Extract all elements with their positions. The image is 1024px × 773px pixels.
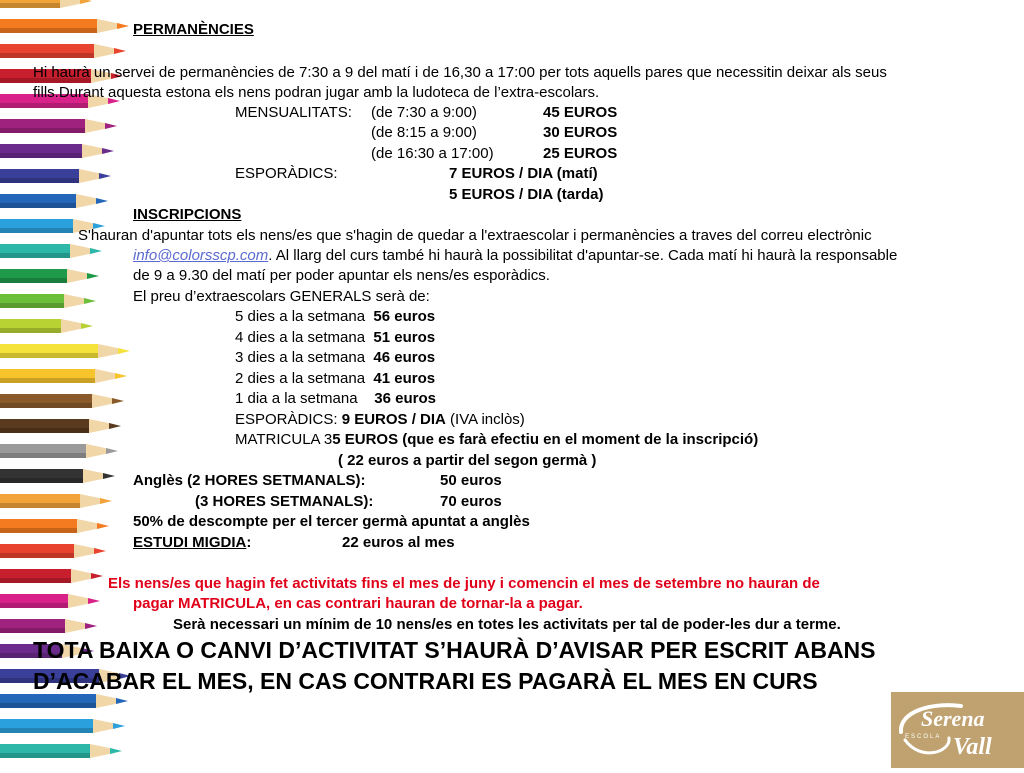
logo-word-serena: Serena bbox=[921, 706, 985, 731]
pencil-shape bbox=[0, 494, 112, 508]
pencil-shape bbox=[0, 744, 122, 758]
pencil-shape bbox=[0, 44, 126, 58]
price-row-value: 51 euros bbox=[373, 329, 436, 346]
email-link[interactable]: info@colorsscp.com bbox=[133, 247, 269, 264]
esporadics-general-label: ESPORÀDICS: bbox=[235, 411, 342, 428]
esporadics-label: ESPORÀDICS: bbox=[235, 165, 338, 182]
pencil-shape bbox=[0, 0, 92, 8]
mensualitats-label: MENSUALITATS: bbox=[235, 104, 352, 121]
red-notice-2: pagar MATRICULA, en cas contrari hauran de tornar-la a pagar. bbox=[133, 595, 583, 612]
inscripcions-heading: INSCRIPCIONS bbox=[133, 206, 242, 223]
pencil-shape bbox=[0, 419, 121, 433]
pencil-shape bbox=[0, 319, 93, 333]
pencil-shape bbox=[0, 269, 99, 283]
logo-word-escola: ESCOLA bbox=[905, 734, 942, 740]
mensualitat-price: 30 EUROS bbox=[543, 124, 618, 141]
price-row-value: 36 euros bbox=[374, 390, 436, 407]
esporadics-general-note: (IVA inclòs) bbox=[445, 411, 525, 428]
matricula-label: MATRICULA 3 bbox=[235, 431, 333, 448]
esporadics-general-price: 9 EUROS / DIA bbox=[341, 411, 446, 428]
pencil-shape bbox=[0, 594, 100, 608]
logo-swirl-icon bbox=[891, 692, 1024, 768]
minimum-notice: Serà necessari un mínim de 10 nens/es en totes les activitats per tal de poder-les dur a terme. bbox=[173, 616, 841, 633]
esporadics-mati: 7 EUROS / DIA (matí) bbox=[449, 165, 598, 182]
matricula-note: ( 22 euros a partir del segon germà ) bbox=[338, 452, 597, 469]
matricula-line bbox=[235, 430, 758, 450]
price-row-value: 46 euros bbox=[373, 349, 436, 366]
angles-3h-label: (3 HORES SETMANALS): bbox=[195, 493, 374, 510]
mensualitat-time: (de 8:15 a 9:00) bbox=[371, 124, 477, 141]
price-row-label: 4 dies a la setmana bbox=[235, 329, 374, 346]
serena-vall-logo bbox=[891, 692, 1024, 768]
angles-discount: 50% de descompte per el tercer germà apuntat a anglès bbox=[133, 513, 530, 530]
mensualitat-time: (de 7:30 a 9:00) bbox=[371, 104, 477, 121]
mensualitat-time: (de 16:30 a 17:00) bbox=[371, 145, 494, 162]
mensualitat-price: 45 EUROS bbox=[543, 104, 618, 121]
pencil-shape bbox=[0, 469, 115, 483]
inscripcions-line-2 bbox=[133, 246, 897, 266]
angles-2h-label: Anglès (2 HORES SETMANALS): bbox=[133, 472, 366, 489]
pencil-shape bbox=[0, 169, 111, 183]
esporadics-tarda: 5 EUROS / DIA (tarda) bbox=[449, 186, 604, 203]
estudi-price: 22 euros al mes bbox=[342, 534, 455, 551]
pencil-shape bbox=[0, 569, 103, 583]
price-row-label: 3 dies a la setmana bbox=[235, 349, 374, 366]
pencil-shape bbox=[0, 144, 114, 158]
price-row-value: 56 euros bbox=[373, 308, 436, 325]
estudi-migdia bbox=[133, 533, 251, 553]
baixa-notice-1: TOTA BAIXA O CANVI D’ACTIVITAT S’HAURÀ D’AVISAR PER ESCRIT ABANS bbox=[33, 637, 876, 663]
price-row-label: 1 dia a la setmana bbox=[235, 390, 375, 407]
price-row bbox=[235, 328, 435, 348]
pencil-shape bbox=[0, 244, 102, 258]
preu-intro: El preu d’extraescolars GENERALS serà de: bbox=[133, 288, 430, 305]
pencil-shape bbox=[0, 119, 117, 133]
inscripcions-line-3: de 9 a 9.30 del matí per poder apuntar els nens/es esporàdics. bbox=[133, 267, 550, 284]
estudi-colon: : bbox=[246, 534, 252, 551]
baixa-notice-2: D’ACABAR EL MES, EN CAS CONTRARI ES PAGARÀ EL MES EN CURS bbox=[33, 668, 818, 694]
pencil-shape bbox=[0, 544, 106, 558]
inscripcions-line-2-text: . Al llarg del curs també hi haurà la possibilitat d'apuntar-se. Cada matí hi haurà la responsable bbox=[268, 247, 898, 264]
pencil-shape bbox=[0, 444, 118, 458]
red-notice-1: Els nens/es que hagin fet activitats fins el mes de juny i comencin el mes de setembre no hauran de bbox=[108, 575, 820, 592]
permanencies-heading: PERMANÈNCIES bbox=[133, 21, 254, 38]
pencil-shape bbox=[0, 344, 130, 358]
inscripcions-line-1: S'hauran d'apuntar tots els nens/es que s'hagin de quedar a l'extraescolar i permanències a traves del correu electrònic bbox=[78, 227, 872, 244]
angles-2h-price: 50 euros bbox=[440, 472, 502, 489]
pencil-shape bbox=[0, 519, 109, 533]
angles-3h-price: 70 euros bbox=[440, 493, 502, 510]
price-row-label: 2 dies a la setmana bbox=[235, 370, 374, 387]
mensualitat-price: 25 EUROS bbox=[543, 145, 618, 162]
permanencies-intro-2: fills.Durant aquesta estona els nens podran jugar amb la ludoteca de l’extra-escolars. bbox=[33, 84, 600, 101]
pencil-shape bbox=[0, 619, 97, 633]
pencil-shape bbox=[0, 194, 108, 208]
price-row bbox=[235, 369, 435, 389]
price-row bbox=[235, 389, 436, 409]
price-row-label: 5 dies a la setmana bbox=[235, 308, 374, 325]
matricula-value: 5 EUROS (que es farà efectiu en el moment de la inscripció) bbox=[332, 431, 759, 448]
logo-word-vall: Vall bbox=[953, 734, 992, 760]
pencil-shape bbox=[0, 294, 96, 308]
price-row bbox=[235, 348, 435, 368]
price-row bbox=[235, 307, 435, 327]
price-row-value: 41 euros bbox=[373, 370, 436, 387]
pencil-shape bbox=[0, 369, 127, 383]
pencil-shape bbox=[0, 394, 124, 408]
esporadics-general bbox=[235, 410, 525, 430]
permanencies-intro-1: Hi haurà un servei de permanències de 7:30 a 9 del matí i de 16,30 a 17:00 per tots aquells pares que necessitin deixar als seus bbox=[33, 64, 887, 81]
estudi-label: ESTUDI MIGDIA bbox=[133, 534, 247, 551]
pencil-shape bbox=[0, 19, 129, 33]
pencil-shape bbox=[0, 694, 128, 708]
pencil-shape bbox=[0, 719, 125, 733]
